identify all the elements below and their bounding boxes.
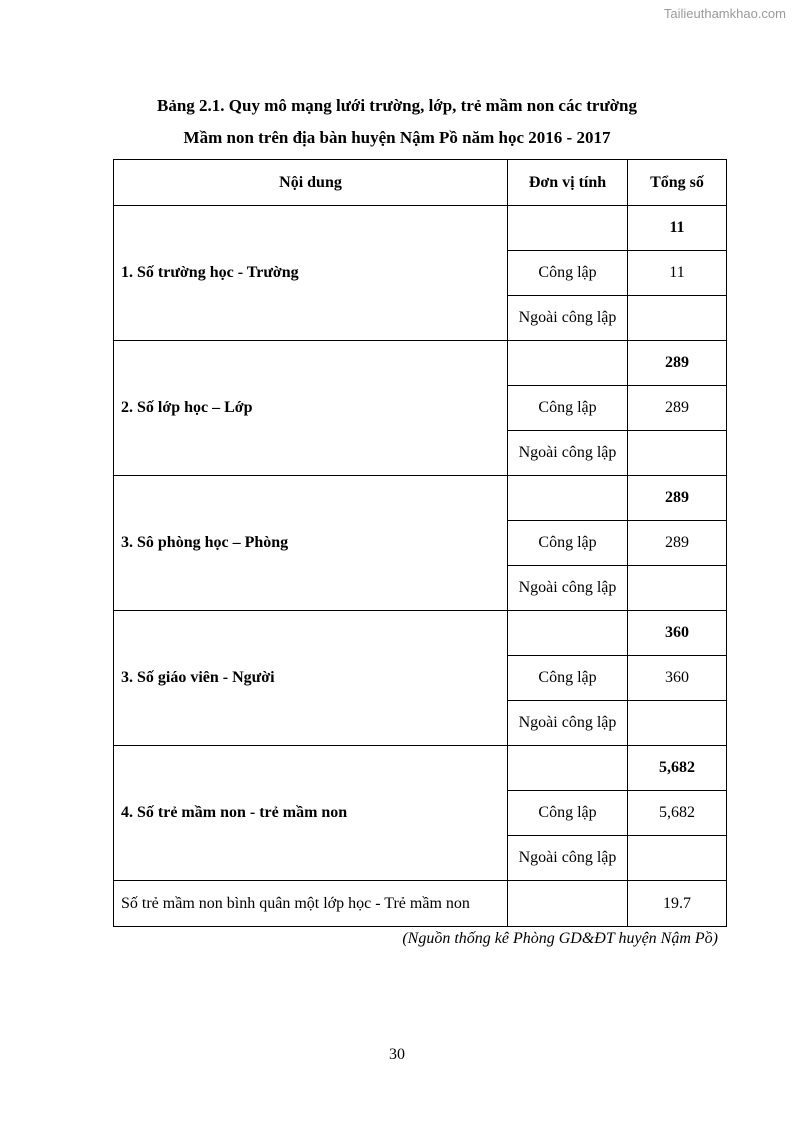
table-title-line-1: Bảng 2.1. Quy mô mạng lưới trường, lớp, trẻ mầm non các trường [156, 96, 638, 115]
watermark: Tailieuthamkhao.com [663, 6, 786, 21]
group-total: 360 [628, 611, 727, 656]
unit-cong-lap: Công lập [508, 251, 628, 296]
unit-ngoai-cong-lap: Ngoài công lập [508, 431, 628, 476]
unit-ngoai-cong-lap: Ngoài công lập [508, 296, 628, 341]
unit-cong-lap: Công lập [508, 656, 628, 701]
group-total: 289 [628, 341, 727, 386]
page-number: 30 [389, 1046, 405, 1063]
value-cong-lap: 5,682 [628, 791, 727, 836]
group-total: 11 [628, 206, 727, 251]
group-total: 5,682 [628, 746, 727, 791]
value-cong-lap: 11 [628, 251, 727, 296]
table-row [114, 206, 727, 251]
value-ngoai-cong-lap [628, 836, 727, 881]
group-label: 3. Số giáo viên - Người [114, 611, 508, 746]
unit-ngoai-cong-lap: Ngoài công lập [508, 701, 628, 746]
unit-cell [508, 476, 628, 521]
header-content: Nội dung [114, 160, 508, 206]
group-label: 1. Số trường học - Trường [114, 206, 508, 341]
value-ngoai-cong-lap [628, 296, 727, 341]
statistics-table [113, 159, 727, 927]
value-cong-lap: 289 [628, 521, 727, 566]
value-ngoai-cong-lap [628, 701, 727, 746]
table-row-average [114, 881, 727, 927]
group-total: 289 [628, 476, 727, 521]
table-row [114, 611, 727, 656]
unit-cong-lap: Công lập [508, 791, 628, 836]
unit-cong-lap: Công lập [508, 386, 628, 431]
unit-cell [508, 341, 628, 386]
unit-cell [508, 206, 628, 251]
table-header-row [114, 160, 727, 206]
table-row [114, 341, 727, 386]
header-total: Tổng số [628, 160, 727, 206]
average-value: 19.7 [628, 881, 727, 927]
unit-cell [508, 746, 628, 791]
unit-ngoai-cong-lap: Ngoài công lập [508, 566, 628, 611]
table-row [114, 746, 727, 791]
value-ngoai-cong-lap [628, 431, 727, 476]
source-note: (Nguồn thống kê Phòng GD&ĐT huyện Nậm Pồ) [402, 930, 718, 947]
value-cong-lap: 289 [628, 386, 727, 431]
header-unit: Đơn vị tính [508, 160, 628, 206]
table-title-line-2: Mầm non trên địa bàn huyện Nậm Pồ năm học 2016 - 2017 [183, 128, 611, 147]
unit-cong-lap: Công lập [508, 521, 628, 566]
group-label: 2. Số lớp học – Lớp [114, 341, 508, 476]
group-label: 3. Sô phòng học – Phòng [114, 476, 508, 611]
table-row [114, 476, 727, 521]
value-cong-lap: 360 [628, 656, 727, 701]
value-ngoai-cong-lap [628, 566, 727, 611]
average-label: Số trẻ mầm non bình quân một lớp học - Trẻ mầm non [114, 881, 508, 927]
average-unit [508, 881, 628, 927]
group-label: 4. Số trẻ mầm non - trẻ mầm non [114, 746, 508, 881]
unit-ngoai-cong-lap: Ngoài công lập [508, 836, 628, 881]
unit-cell [508, 611, 628, 656]
